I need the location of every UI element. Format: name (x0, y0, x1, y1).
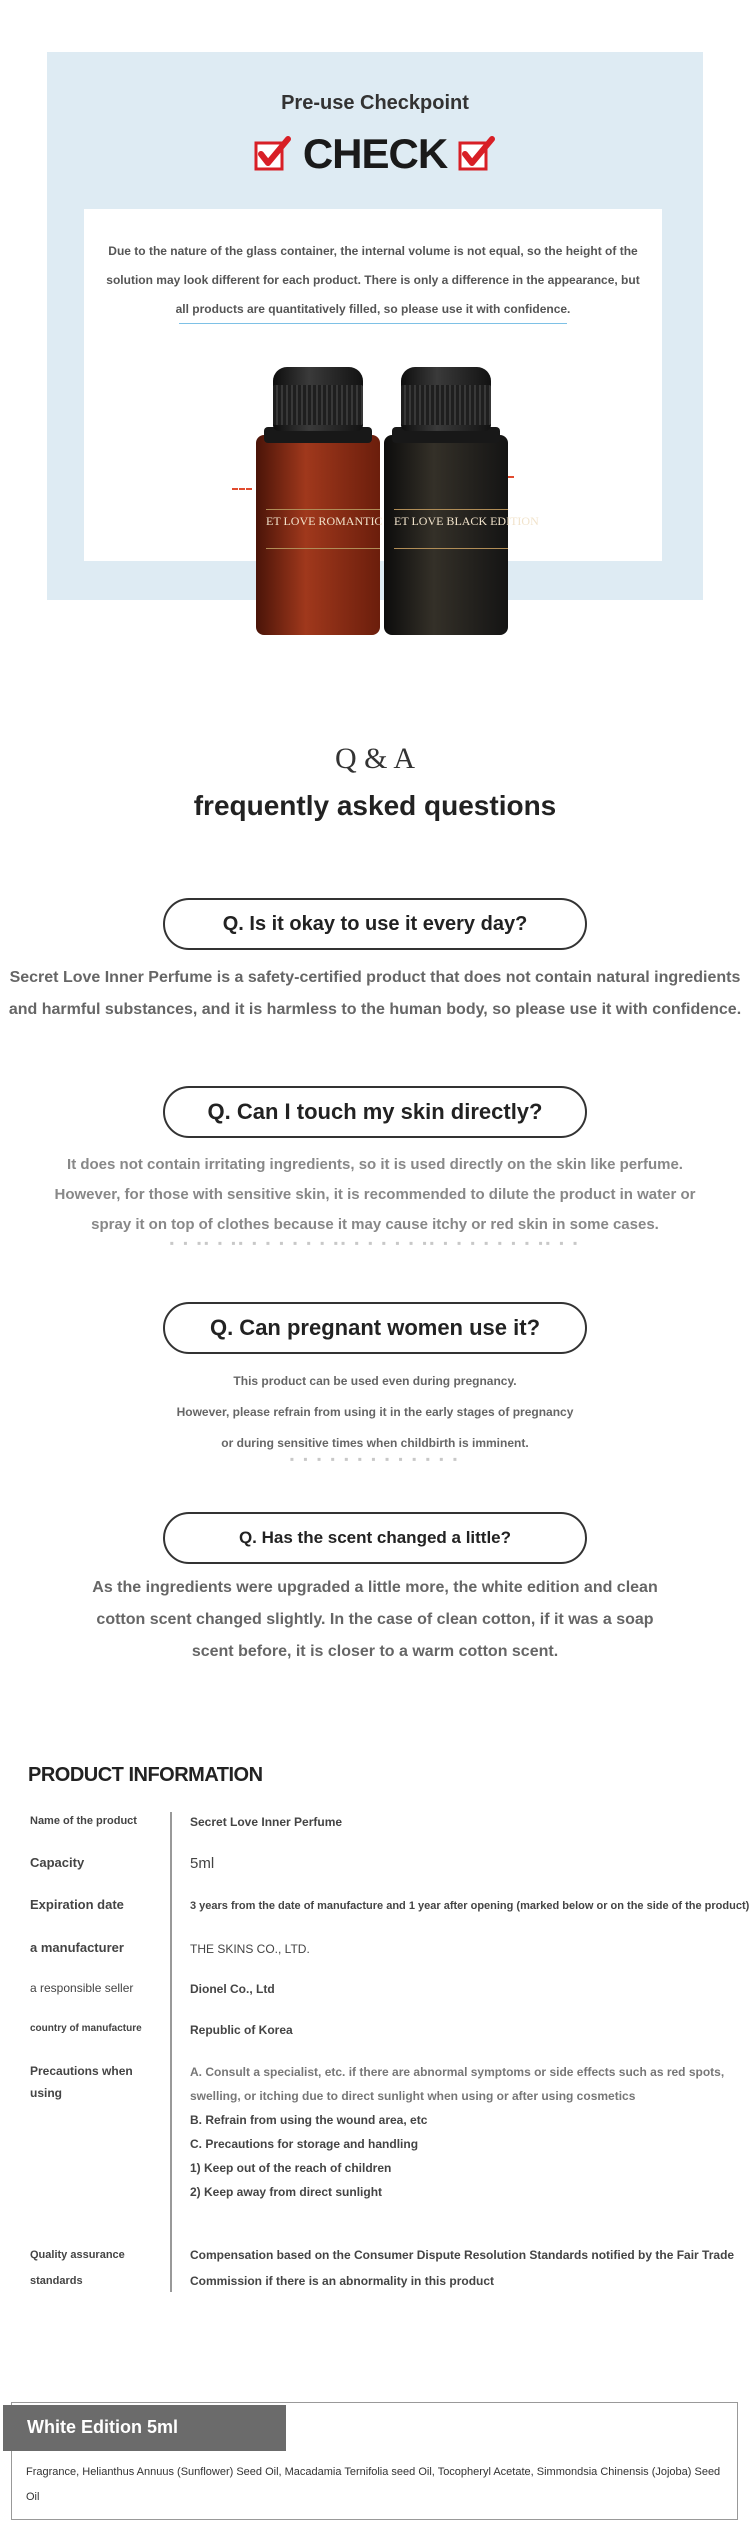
faq-question-3: Q. Can pregnant women use it? (163, 1302, 587, 1354)
checkbox-checked-icon (458, 135, 496, 173)
white-edition-ingredients: Fragrance, Helianthus Annuus (Sunflower) Seed Oil, Macadamia Ternifolia seed Oil, Tocopheryl Acetate, Simmondsia Chinensis (Jojoba) Seed Oil (26, 2466, 721, 2503)
answer-line: However, please refrain from using it in the early stages of pregnancy (176, 1405, 574, 1419)
checkbox-checked-icon (254, 135, 292, 173)
answer-line: This product can be used even during pregnancy. (233, 1374, 517, 1388)
faded-text-decoration: ▪ ▪ ▪▪ ▪ ▪▪ ▪ ▪ ▪ ▪ ▪ ▪ ▪▪ ▪ ▪ ▪ ▪ ▪ ▪▪ ▪ ▪ ▪ ▪ ▪ ▪ ▪ ▪▪ ▪ ▪ (169, 1236, 581, 1250)
check-word: CHECK (302, 130, 448, 177)
checkpoint-card (84, 209, 662, 561)
white-edition-title: White Edition 5ml (3, 2405, 286, 2451)
faq-question-4: Q. Has the scent changed a little? (163, 1512, 587, 1564)
faq-answer-1: Secret Love Inner Perfume is a safety-certified product that does not contain natural ingredients and harmful substances, and it is harmless to the human body, so please use it with confidence. (8, 969, 742, 1018)
description-underline (179, 323, 567, 324)
answer-line: or during sensitive times when childbirth is imminent. (221, 1436, 529, 1450)
bottle-label: ET LOVE ROMANTIC (266, 509, 380, 549)
faded-text-decoration: ▪ ▪ ▪ ▪ ▪ ▪ ▪ ▪ ▪ ▪ ▪ ▪ ▪ (289, 1452, 461, 1466)
faq-title: frequently asked questions (193, 790, 557, 821)
faq-question-2: Q. Can I touch my skin directly? (163, 1086, 587, 1138)
checkpoint-title: Pre-use Checkpoint (281, 92, 469, 114)
product-information-title: PRODUCT INFORMATION (28, 1764, 263, 1786)
qa-mark: Q & A (334, 742, 415, 775)
check-banner (47, 130, 703, 180)
faq-question-1: Q. Is it okay to use it every day? (163, 898, 587, 950)
faq-answer-4: As the ingredients were upgraded a little more, the white edition and clean cotton scent changed slightly. In the case of clean cotton, if it was a soap scent before, it is closer to a warm cotton scent. (92, 1579, 658, 1660)
bottle-label: ET LOVE BLACK EDITION (394, 509, 508, 549)
fill-level-marker-left (232, 488, 252, 490)
table-divider (170, 1812, 172, 2292)
faq-answer-2: It does not contain irritating ingredients, so it is used directly on the skin like perfume. However, for those with sensitive skin, it is recommended to dilute the product in water or spray it on top of clothes because it may cause itchy or red skin in some cases. (54, 1156, 696, 1233)
faq-answer-3 (0, 1366, 750, 1459)
checkpoint-description: Due to the nature of the glass container, the internal volume is not equal, so the height of the solution may look different for each product. There is only a difference in the appearance, but all products are quantitatively filled, so please use it with confidence. (106, 244, 640, 316)
pre-use-checkpoint-section (47, 52, 703, 600)
